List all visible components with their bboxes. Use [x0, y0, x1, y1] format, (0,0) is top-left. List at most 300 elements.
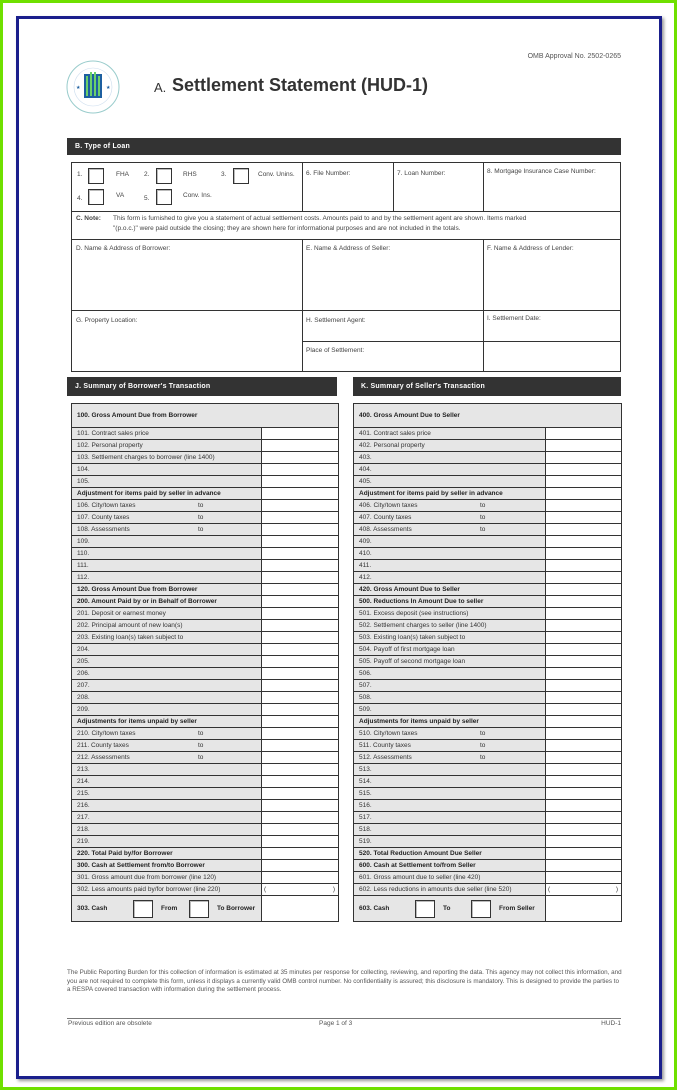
cash-row [354, 896, 622, 922]
amount-field[interactable] [262, 668, 339, 680]
paren-close: ) [332, 886, 335, 893]
footer-edition-note: Previous edition are obsolete [68, 1020, 152, 1027]
amount-field[interactable] [546, 824, 622, 836]
section-header-label: 400. Gross Amount Due to Seller [354, 404, 622, 428]
settlement-agent-field[interactable]: H. Settlement Agent: [306, 317, 366, 324]
amount-field[interactable] [262, 620, 339, 632]
amount-field[interactable] [262, 824, 339, 836]
line-item-label [72, 884, 262, 896]
line-item-label [354, 872, 546, 884]
file-number-field[interactable]: 6. File Number: [306, 170, 351, 177]
section-j-header: J. Summary of Borrower's Transaction [67, 377, 337, 396]
paren-close: ) [615, 886, 618, 893]
loan-type-label: FHA [116, 171, 129, 178]
checkbox-va[interactable] [88, 189, 104, 205]
line-item-label [354, 428, 546, 440]
amount-field[interactable] [262, 440, 339, 452]
line-item-label [72, 704, 262, 716]
table-row [354, 476, 622, 488]
amount-field[interactable] [546, 548, 622, 560]
amount-field[interactable] [262, 860, 339, 872]
footer-divider [67, 1018, 621, 1019]
line-item-label [72, 644, 262, 656]
loan-type-label: Conv. Ins. [183, 192, 212, 199]
table-row [354, 488, 622, 500]
amount-field[interactable] [262, 740, 339, 752]
table-row [354, 656, 622, 668]
table-row [72, 752, 339, 764]
amount-field[interactable] [546, 812, 622, 824]
mortgage-insurance-case-field[interactable]: 8. Mortgage Insurance Case Number: [487, 168, 596, 175]
property-location-field[interactable]: G. Property Location: [76, 317, 138, 324]
cash-option-2-checkbox[interactable] [471, 900, 491, 918]
line-item-label [354, 464, 546, 476]
section-header-label: 100. Gross Amount Due from Borrower [72, 404, 339, 428]
table-row [354, 572, 622, 584]
amount-field[interactable] [546, 884, 622, 896]
line-item-text: 218. [77, 826, 90, 833]
amount-field[interactable] [262, 728, 339, 740]
line-item-text: Adjustment for items paid by seller in advance [359, 490, 503, 497]
amount-field[interactable] [262, 584, 339, 596]
table-row [354, 716, 622, 728]
loan-number-field[interactable]: 7. Loan Number: [397, 170, 446, 177]
line-item-text: 507. [359, 682, 372, 689]
table-row [354, 536, 622, 548]
amount-field[interactable] [546, 452, 622, 464]
amount-field[interactable] [546, 560, 622, 572]
place-of-settlement-field[interactable]: Place of Settlement: [306, 347, 365, 354]
to-label: to [480, 742, 486, 749]
table-row [354, 788, 622, 800]
line-item-text: 107. County taxes [77, 514, 130, 521]
seller-field[interactable]: E. Name & Address of Seller: [306, 245, 391, 252]
amount-field[interactable] [262, 476, 339, 488]
to-label: to [480, 730, 486, 737]
settlement-date-field[interactable]: I. Settlement Date: [487, 315, 541, 322]
amount-field[interactable] [262, 452, 339, 464]
line-item-label [72, 500, 262, 512]
amount-field[interactable] [546, 464, 622, 476]
amount-field[interactable] [262, 836, 339, 848]
amount-field[interactable] [546, 608, 622, 620]
summary-section-header [354, 404, 622, 428]
table-row [72, 644, 339, 656]
amount-field[interactable] [546, 680, 622, 692]
line-item-text: 518. [359, 826, 372, 833]
amount-field[interactable] [546, 620, 622, 632]
line-item-label [354, 764, 546, 776]
to-label: to [480, 754, 486, 761]
table-row [72, 680, 339, 692]
line-item-text: 408. Assessments [359, 526, 412, 533]
amount-field[interactable] [546, 596, 622, 608]
amount-field[interactable] [262, 704, 339, 716]
line-item-label [72, 488, 262, 500]
table-row [354, 704, 622, 716]
line-item-text: 504. Payoff of first mortgage loan [359, 646, 455, 653]
amount-field[interactable] [546, 728, 622, 740]
line-item-text: 103. Settlement charges to borrower (line 1400) [77, 454, 215, 461]
line-item-label [72, 872, 262, 884]
checkbox-fha[interactable] [88, 168, 104, 184]
cash-option-1-checkbox[interactable] [133, 900, 153, 918]
cash-option-1-checkbox[interactable] [415, 900, 435, 918]
amount-field[interactable] [262, 644, 339, 656]
note-label: C. Note: [76, 215, 101, 222]
amount-field[interactable] [546, 788, 622, 800]
loan-type-num: 3. [221, 171, 227, 178]
table-row [72, 788, 339, 800]
table-row [354, 740, 622, 752]
checkbox-rhs[interactable] [156, 168, 172, 184]
table-row [72, 596, 339, 608]
table-row [354, 596, 622, 608]
line-item-label [354, 452, 546, 464]
amount-field[interactable] [546, 632, 622, 644]
table-row [354, 428, 622, 440]
line-item-label [72, 740, 262, 752]
line-item-label [72, 440, 262, 452]
line-item-label [354, 584, 546, 596]
amount-field[interactable] [546, 524, 622, 536]
cash-option-1-label: From [161, 905, 178, 912]
to-label: to [198, 514, 204, 521]
amount-field[interactable] [546, 716, 622, 728]
checkbox-conv-unins[interactable] [233, 168, 249, 184]
amount-field[interactable] [262, 488, 339, 500]
amount-field[interactable] [546, 860, 622, 872]
line-item-label [72, 548, 262, 560]
table-row [72, 800, 339, 812]
line-item-text: 209. [77, 706, 90, 713]
amount-field[interactable] [262, 764, 339, 776]
line-item-text: 500. Reductions In Amount Due to seller [359, 598, 484, 605]
table-row [354, 872, 622, 884]
line-item-label [72, 656, 262, 668]
table-row [354, 632, 622, 644]
amount-field[interactable] [262, 632, 339, 644]
table-row [354, 692, 622, 704]
line-item-text: 501. Excess deposit (see instructions) [359, 610, 469, 617]
line-item-label [72, 560, 262, 572]
amount-field[interactable] [546, 488, 622, 500]
to-label: to [480, 514, 486, 521]
amount-field[interactable] [262, 812, 339, 824]
line-item-label [354, 512, 546, 524]
line-item-label [354, 788, 546, 800]
amount-field[interactable] [262, 656, 339, 668]
table-row [354, 512, 622, 524]
amount-field[interactable] [262, 536, 339, 548]
table-row [354, 680, 622, 692]
amount-field[interactable] [546, 512, 622, 524]
cash-amount-field[interactable] [546, 896, 622, 922]
cash-option-2-label: To Borrower [217, 905, 256, 912]
amount-field[interactable] [546, 692, 622, 704]
line-item-label [72, 536, 262, 548]
table-row [354, 608, 622, 620]
line-item-text: 515. [359, 790, 372, 797]
amount-field[interactable] [546, 764, 622, 776]
amount-field[interactable] [262, 716, 339, 728]
line-item-text: 302. Less amounts paid by/for borrower (line 220) [77, 886, 221, 893]
to-label: to [198, 502, 204, 509]
line-item-text: 108. Assessments [77, 526, 130, 533]
table-row [354, 584, 622, 596]
line-item-label [354, 824, 546, 836]
table-row [72, 824, 339, 836]
line-item-label [72, 776, 262, 788]
loan-type-num: 2. [144, 171, 150, 178]
amount-field[interactable] [262, 500, 339, 512]
line-item-label [72, 584, 262, 596]
amount-field[interactable] [262, 560, 339, 572]
line-item-label [354, 752, 546, 764]
amount-field[interactable] [546, 776, 622, 788]
checkbox-conv-ins[interactable] [156, 189, 172, 205]
to-label: to [198, 742, 204, 749]
amount-field[interactable] [262, 464, 339, 476]
table-row [72, 812, 339, 824]
line-item-label [354, 836, 546, 848]
table-row [72, 716, 339, 728]
loan-type-group [77, 168, 302, 208]
table-row [354, 548, 622, 560]
loan-type-num: 5. [144, 195, 150, 202]
table-row [354, 452, 622, 464]
table-row [72, 620, 339, 632]
amount-field[interactable] [546, 536, 622, 548]
table-row [72, 632, 339, 644]
table-row [72, 656, 339, 668]
line-item-text: Adjustment for items paid by seller in advance [77, 490, 221, 497]
amount-field[interactable] [262, 884, 339, 896]
line-item-label [72, 464, 262, 476]
table-row [354, 524, 622, 536]
amount-field[interactable] [546, 476, 622, 488]
line-item-text: 410. [359, 550, 372, 557]
amount-field[interactable] [262, 800, 339, 812]
line-item-text: 301. Gross amount due from borrower (line 120) [77, 874, 217, 881]
table-row [72, 608, 339, 620]
lender-field[interactable]: F. Name & Address of Lender: [487, 245, 574, 252]
table-row [354, 620, 622, 632]
note-line-2: "(p.o.c.)" were paid outside the closing; they are shown here for informational purposes and are not included in the totals. [113, 225, 461, 232]
line-item-label [354, 848, 546, 860]
cash-amount-field[interactable] [262, 896, 339, 922]
table-row [72, 848, 339, 860]
amount-field[interactable] [262, 776, 339, 788]
line-item-label [72, 836, 262, 848]
amount-field[interactable] [546, 668, 622, 680]
table-row [72, 560, 339, 572]
line-item-text: 203. Existing loan(s) taken subject to [77, 634, 184, 641]
amount-field[interactable] [262, 848, 339, 860]
line-item-text: 407. County taxes [359, 514, 412, 521]
line-item-text: 112. [77, 574, 90, 581]
line-item-label [354, 596, 546, 608]
line-item-text: 214. [77, 778, 90, 785]
amount-field[interactable] [262, 692, 339, 704]
table-row [72, 464, 339, 476]
omb-approval: OMB Approval No. 2502-0265 [527, 53, 621, 60]
cash-option-2-checkbox[interactable] [189, 900, 209, 918]
line-item-text: Adjustments for items unpaid by seller [359, 718, 479, 725]
line-item-label [354, 524, 546, 536]
to-label: to [198, 754, 204, 761]
line-item-label [72, 848, 262, 860]
line-item-text: 201. Deposit or earnest money [77, 610, 166, 617]
line-item-label [354, 620, 546, 632]
line-item-text: 601. Gross amount due to seller (line 420) [359, 874, 481, 881]
amount-field[interactable] [262, 548, 339, 560]
line-item-label [354, 692, 546, 704]
amount-field[interactable] [546, 848, 622, 860]
line-item-label [72, 452, 262, 464]
amount-field[interactable] [262, 680, 339, 692]
amount-field[interactable] [262, 608, 339, 620]
amount-field[interactable] [546, 872, 622, 884]
amount-field[interactable] [546, 440, 622, 452]
note-line-1: This form is furnished to give you a statement of actual settlement costs. Amounts paid to and by the settlement agent are shown. Items marked [113, 215, 527, 222]
line-item-text: 404. [359, 466, 372, 473]
line-item-text: 213. [77, 766, 90, 773]
amount-field[interactable] [546, 740, 622, 752]
line-item-text: 111. [77, 562, 89, 569]
amount-field[interactable] [262, 512, 339, 524]
amount-field[interactable] [546, 836, 622, 848]
svg-text:★: ★ [106, 85, 111, 91]
line-item-label [354, 740, 546, 752]
line-item-text: 519. [359, 838, 372, 845]
amount-field[interactable] [546, 704, 622, 716]
line-item-label [72, 620, 262, 632]
table-row [72, 512, 339, 524]
table-row [354, 500, 622, 512]
footer-page-number: Page 1 of 3 [319, 1020, 353, 1027]
line-item-text: 520. Total Reduction Amount Due Seller [359, 850, 482, 857]
line-item-text: 104. [77, 466, 90, 473]
table-row [72, 728, 339, 740]
amount-field[interactable] [546, 428, 622, 440]
table-row [354, 848, 622, 860]
line-item-text: 102. Personal property [77, 442, 143, 449]
amount-field[interactable] [262, 872, 339, 884]
borrower-field[interactable]: D. Name & Address of Borrower: [76, 245, 171, 252]
table-row [72, 500, 339, 512]
table-row [72, 740, 339, 752]
line-item-text: 512. Assessments [359, 754, 412, 761]
amount-field[interactable] [262, 788, 339, 800]
table-row [72, 476, 339, 488]
line-item-label [354, 812, 546, 824]
line-item-text: 409. [359, 538, 372, 545]
line-item-label [354, 776, 546, 788]
amount-field[interactable] [262, 596, 339, 608]
amount-field[interactable] [546, 752, 622, 764]
line-item-text: 210. City/town taxes [77, 730, 136, 737]
amount-field[interactable] [262, 572, 339, 584]
amount-field[interactable] [262, 428, 339, 440]
line-item-text: 405. [359, 478, 372, 485]
line-item-text: 208. [77, 694, 90, 701]
table-row [72, 584, 339, 596]
loan-type-num: 4. [77, 195, 83, 202]
line-item-text: 215. [77, 790, 90, 797]
line-item-text: 517. [359, 814, 372, 821]
amount-field[interactable] [262, 524, 339, 536]
summary-section-header [72, 404, 339, 428]
line-item-label [354, 656, 546, 668]
table-row [72, 836, 339, 848]
amount-field[interactable] [546, 656, 622, 668]
amount-field[interactable] [546, 584, 622, 596]
reporting-burden-notice: The Public Reporting Burden for this collection of information is estimated at 35 minutes per response for collecting, reviewing, and reporting the data. This agency may not collect this information, and you are not required to complete this form, unless it displays a currently valid OMB control number. No confidentiality is assured; this disclosure is mandatory. This is designed to provide the parties to a RESPA covered transaction with information during the settlement process. [67, 969, 622, 994]
amount-field[interactable] [546, 500, 622, 512]
page-title: Settlement Statement (HUD-1) [172, 75, 429, 95]
line-item-text: 200. Amount Paid by or in Behalf of Borrower [77, 598, 217, 605]
amount-field[interactable] [546, 800, 622, 812]
cash-options [359, 900, 545, 918]
amount-field[interactable] [262, 752, 339, 764]
table-row [72, 692, 339, 704]
line-item-label [354, 608, 546, 620]
line-item-text: 502. Settlement charges to seller (line 1400) [359, 622, 487, 629]
table-row [72, 452, 339, 464]
line-item-label [72, 692, 262, 704]
loan-info-box [71, 162, 621, 372]
table-row [72, 668, 339, 680]
line-item-text: 514. [359, 778, 372, 785]
amount-field[interactable] [546, 572, 622, 584]
table-row [72, 884, 339, 896]
line-item-label [354, 860, 546, 872]
paren-open: ( [548, 886, 551, 893]
line-item-text: 120. Gross Amount Due from Borrower [77, 586, 198, 593]
table-row [72, 776, 339, 788]
line-item-text: 503. Existing loan(s) taken subject to [359, 634, 466, 641]
to-label: to [198, 526, 204, 533]
line-item-label [72, 476, 262, 488]
line-item-label [354, 716, 546, 728]
line-item-text: 206. [77, 670, 90, 677]
cash-label-cell [72, 896, 262, 922]
line-item-label [72, 764, 262, 776]
table-row [354, 812, 622, 824]
line-item-text: 509. [359, 706, 372, 713]
line-item-text: Adjustments for items unpaid by seller [77, 718, 197, 725]
to-label: to [480, 502, 486, 509]
table-row [72, 860, 339, 872]
table-row [72, 536, 339, 548]
line-item-text: 219. [77, 838, 90, 845]
line-item-label [354, 500, 546, 512]
seller-summary-table [353, 403, 622, 922]
cash-row [72, 896, 339, 922]
amount-field[interactable] [546, 644, 622, 656]
line-item-label [354, 644, 546, 656]
line-item-text: 411. [359, 562, 372, 569]
line-item-text: 511. County taxes [359, 742, 411, 749]
line-item-text: 207. [77, 682, 90, 689]
cash-label: 303. Cash [77, 905, 108, 912]
table-row [72, 548, 339, 560]
line-item-text: 403. [359, 454, 372, 461]
line-item-text: 220. Total Paid by/for Borrower [77, 850, 173, 857]
line-item-text: 211. County taxes [77, 742, 129, 749]
borrower-summary-table [71, 403, 339, 922]
